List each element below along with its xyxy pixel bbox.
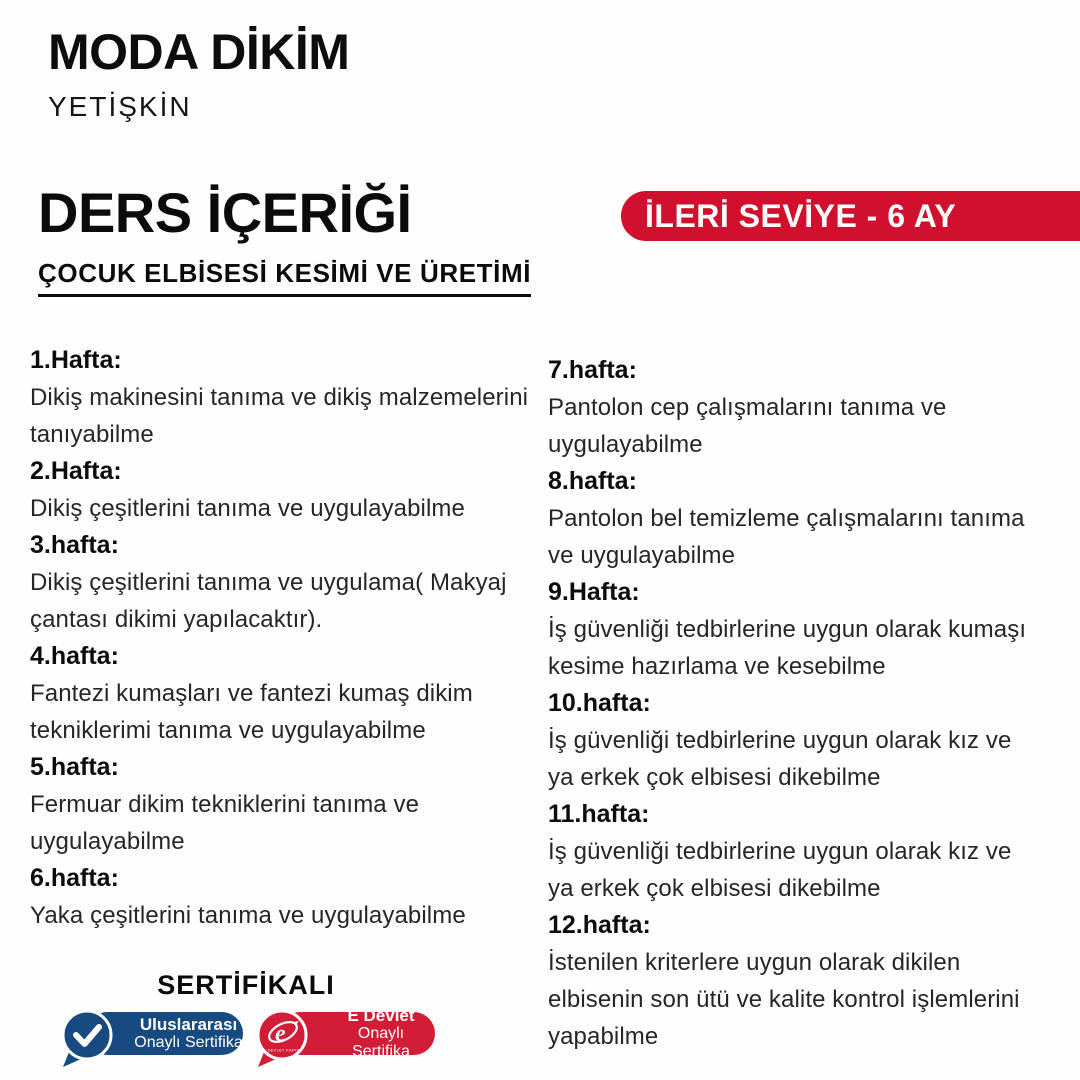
week-label: 8.hafta: bbox=[548, 467, 637, 495]
week-text: İş güvenliği tedbirlerine uygun olarak kumaşı kesime hazırlama ve kesebilme bbox=[548, 616, 1027, 680]
level-badge: İLERİ SEVİYE - 6 AY bbox=[621, 191, 1080, 241]
week-label: 9.Hafta: bbox=[548, 578, 640, 606]
week-label: 11.hafta: bbox=[548, 800, 650, 828]
svg-text:E-DEVLET KAPISI: E-DEVLET KAPISI bbox=[263, 1048, 301, 1053]
week-text: Fantezi kumaşları ve fantezi kumaş dikim tekniklerimi tanıma ve uygulayabilme bbox=[30, 680, 473, 744]
weeks-column-right bbox=[548, 342, 1040, 1055]
page-title: DERS İÇERİĞİ bbox=[38, 181, 412, 244]
week-item bbox=[30, 342, 542, 453]
week-text: Dikiş makinesini tanıma ve dikiş malzemelerini tanıyabilme bbox=[30, 384, 529, 448]
week-item bbox=[30, 749, 542, 860]
week-item bbox=[30, 860, 542, 934]
week-text: Dikiş çeşitlerini tanıma ve uygulayabilme bbox=[30, 495, 465, 522]
week-item bbox=[548, 463, 1040, 574]
week-label: 1.Hafta: bbox=[30, 346, 122, 374]
week-label: 5.hafta: bbox=[30, 753, 119, 781]
badge-line2: Onaylı Sertifika bbox=[352, 1025, 410, 1060]
week-label: 3.hafta: bbox=[30, 531, 119, 559]
brand-header bbox=[48, 26, 349, 123]
week-item bbox=[548, 796, 1040, 907]
week-label: 7.hafta: bbox=[548, 356, 637, 384]
week-item bbox=[548, 574, 1040, 685]
week-item bbox=[548, 907, 1040, 1055]
week-text: Dikiş çeşitlerini tanıma ve uygulama( Makyaj çantası dikimi yapılacaktır). bbox=[30, 569, 507, 633]
week-item bbox=[30, 638, 542, 749]
weeks-column-left bbox=[30, 342, 542, 1055]
brand-title: MODA DİKİM bbox=[48, 24, 350, 80]
week-label: 10.hafta: bbox=[548, 689, 651, 717]
week-label: 6.hafta: bbox=[30, 864, 119, 892]
week-text: Pantolon bel temizleme çalışmalarını tanıma ve uygulayabilme bbox=[548, 505, 1025, 569]
badge-line1: Uluslararası bbox=[139, 1015, 238, 1034]
week-text: İstenilen kriterlere uygun olarak dikilen elbisenin son ütü ve kalite kontrol işlemlerini yapabilme bbox=[548, 949, 1020, 1050]
international-cert-badge bbox=[58, 1008, 243, 1070]
week-label: 12.hafta: bbox=[548, 911, 651, 939]
weeks-columns bbox=[30, 342, 1040, 1055]
brand-subtitle: YETİŞKİN bbox=[48, 90, 192, 122]
week-text: Fermuar dikim tekniklerini tanıma ve uygulayabilme bbox=[30, 791, 420, 855]
week-item bbox=[548, 352, 1040, 463]
course-subtitle: ÇOCUK ELBİSESİ KESİMİ VE ÜRETİMİ bbox=[38, 258, 531, 297]
week-item bbox=[30, 453, 542, 527]
week-item bbox=[548, 685, 1040, 796]
edevlet-swirl-icon bbox=[253, 1008, 311, 1070]
certified-heading: SERTİFİKALI bbox=[157, 970, 335, 1000]
badge-line2: Onaylı Sertifika bbox=[134, 1034, 243, 1051]
edevlet-cert-badge bbox=[253, 1008, 435, 1070]
svg-text:e: e bbox=[275, 1021, 286, 1047]
check-icon bbox=[58, 1008, 116, 1070]
week-text: İş güvenliği tedbirlerine uygun olarak kız ve ya erkek çok elbisesi dikebilme bbox=[548, 838, 1012, 902]
week-text: Pantolon cep çalışmalarını tanıma ve uygulayabilme bbox=[548, 394, 947, 458]
week-text: Yaka çeşitlerini tanıma ve uygulayabilme bbox=[30, 902, 466, 929]
badge-line1: E Devlet bbox=[347, 1006, 415, 1025]
week-label: 4.hafta: bbox=[30, 642, 119, 670]
week-item bbox=[30, 527, 542, 638]
week-text: İş güvenliği tedbirlerine uygun olarak kız ve ya erkek çok elbisesi dikebilme bbox=[548, 727, 1012, 791]
week-label: 2.Hafta: bbox=[30, 457, 122, 485]
